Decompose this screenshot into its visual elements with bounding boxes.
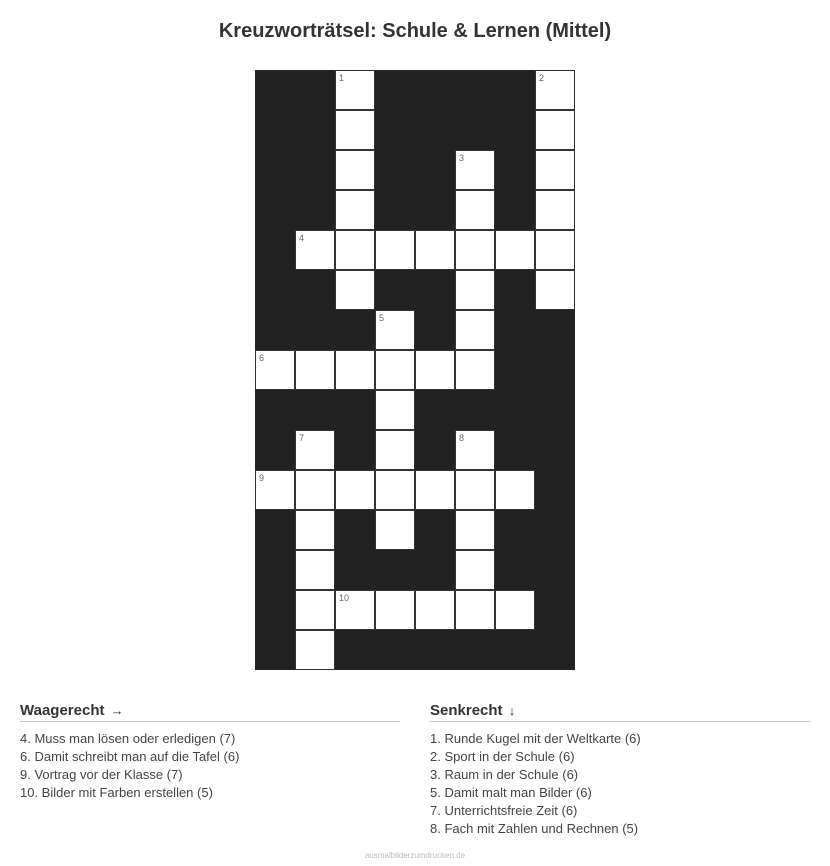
across-clues-section bbox=[20, 702, 400, 802]
across-heading-label: Waagerecht bbox=[20, 702, 105, 719]
crossword-cell[interactable] bbox=[455, 550, 495, 590]
down-clue: 7. Unterrichtsfreie Zeit (6) bbox=[430, 803, 578, 818]
down-clues-section bbox=[430, 702, 810, 838]
crossword-cell[interactable] bbox=[335, 350, 375, 390]
clue-number: 2 bbox=[539, 73, 545, 83]
crossword-cell[interactable] bbox=[415, 230, 455, 270]
down-heading-label: Senkrecht bbox=[430, 702, 503, 719]
crossword-cell[interactable] bbox=[455, 150, 495, 190]
across-clue: 10. Bilder mit Farben erstellen (5) bbox=[20, 785, 213, 800]
crossword-cell[interactable] bbox=[255, 350, 295, 390]
across-clue: 9. Vortrag vor der Klasse (7) bbox=[20, 767, 183, 782]
crossword-cell[interactable] bbox=[335, 230, 375, 270]
crossword-cell[interactable] bbox=[495, 470, 535, 510]
crossword-cell[interactable] bbox=[455, 590, 495, 630]
crossword-cell[interactable] bbox=[375, 390, 415, 430]
across-clue: 6. Damit schreibt man auf die Tafel (6) bbox=[20, 749, 240, 764]
crossword-cell[interactable] bbox=[535, 150, 575, 190]
crossword-cell[interactable] bbox=[295, 350, 335, 390]
clue-number: 9 bbox=[259, 473, 265, 483]
crossword-cell[interactable] bbox=[455, 470, 495, 510]
crossword-cell[interactable] bbox=[535, 230, 575, 270]
crossword-cell[interactable] bbox=[535, 190, 575, 230]
crossword-cell[interactable] bbox=[415, 470, 455, 510]
across-clue: 4. Muss man lösen oder erledigen (7) bbox=[20, 731, 236, 746]
down-heading bbox=[430, 702, 810, 722]
crossword-cell[interactable] bbox=[415, 350, 455, 390]
arrow-right-icon: → bbox=[110, 703, 124, 718]
crossword-cell[interactable] bbox=[375, 310, 415, 350]
arrow-down-icon: ↓ bbox=[508, 703, 516, 718]
crossword-cell[interactable] bbox=[375, 350, 415, 390]
crossword-cell[interactable] bbox=[335, 270, 375, 310]
down-clue-list bbox=[430, 730, 810, 838]
crossword-cell[interactable] bbox=[455, 350, 495, 390]
crossword-cell[interactable] bbox=[375, 510, 415, 550]
crossword-cell[interactable] bbox=[455, 230, 495, 270]
crossword-cell[interactable] bbox=[455, 310, 495, 350]
crossword-cell[interactable] bbox=[375, 230, 415, 270]
crossword-cell[interactable] bbox=[295, 470, 335, 510]
down-clue: 5. Damit malt man Bilder (6) bbox=[430, 785, 592, 800]
clue-number: 10 bbox=[339, 593, 350, 603]
crossword-cell[interactable] bbox=[295, 550, 335, 590]
down-clue: 1. Runde Kugel mit der Weltkarte (6) bbox=[430, 731, 641, 746]
crossword-cell[interactable] bbox=[535, 110, 575, 150]
page-title: Kreuzworträtsel: Schule & Lernen (Mittel) bbox=[218, 20, 612, 42]
crossword-cell[interactable] bbox=[255, 470, 295, 510]
crossword-cell[interactable] bbox=[375, 590, 415, 630]
crossword-cell[interactable] bbox=[295, 510, 335, 550]
crossword-cell[interactable] bbox=[335, 110, 375, 150]
clue-number: 8 bbox=[459, 433, 465, 443]
crossword-cell[interactable] bbox=[535, 70, 575, 110]
crossword-cell[interactable] bbox=[455, 430, 495, 470]
crossword-cell[interactable] bbox=[295, 630, 335, 670]
clue-number: 1 bbox=[339, 73, 345, 83]
crossword-cell[interactable] bbox=[455, 510, 495, 550]
clue-number: 3 bbox=[459, 153, 465, 163]
across-clue-list bbox=[20, 730, 400, 802]
crossword-cell[interactable] bbox=[335, 470, 375, 510]
clue-number: 4 bbox=[299, 233, 305, 243]
crossword-cell[interactable] bbox=[455, 190, 495, 230]
crossword-cell[interactable] bbox=[335, 190, 375, 230]
crossword-cell[interactable] bbox=[415, 590, 455, 630]
footer-credit: ausmalbilderzumdrucken.de bbox=[364, 851, 466, 860]
crossword-cell[interactable] bbox=[375, 470, 415, 510]
crossword-cell[interactable] bbox=[535, 270, 575, 310]
down-clue: 8. Fach mit Zahlen und Rechnen (5) bbox=[430, 821, 639, 836]
down-clue: 2. Sport in der Schule (6) bbox=[430, 749, 575, 764]
clue-number: 7 bbox=[299, 433, 305, 443]
down-clue: 3. Raum in der Schule (6) bbox=[430, 767, 579, 782]
clue-number: 6 bbox=[259, 353, 265, 363]
crossword-cell[interactable] bbox=[495, 590, 535, 630]
crossword-cell[interactable] bbox=[295, 590, 335, 630]
across-heading bbox=[20, 702, 400, 722]
crossword-cell[interactable] bbox=[455, 270, 495, 310]
crossword-cell[interactable] bbox=[295, 230, 335, 270]
crossword-cell[interactable] bbox=[495, 230, 535, 270]
crossword-cell[interactable] bbox=[295, 430, 335, 470]
crossword-cell[interactable] bbox=[335, 590, 375, 630]
crossword-cell[interactable] bbox=[375, 430, 415, 470]
clue-number: 5 bbox=[379, 313, 385, 323]
crossword-grid bbox=[255, 70, 575, 670]
crossword-cell[interactable] bbox=[335, 70, 375, 110]
crossword-cell[interactable] bbox=[335, 150, 375, 190]
